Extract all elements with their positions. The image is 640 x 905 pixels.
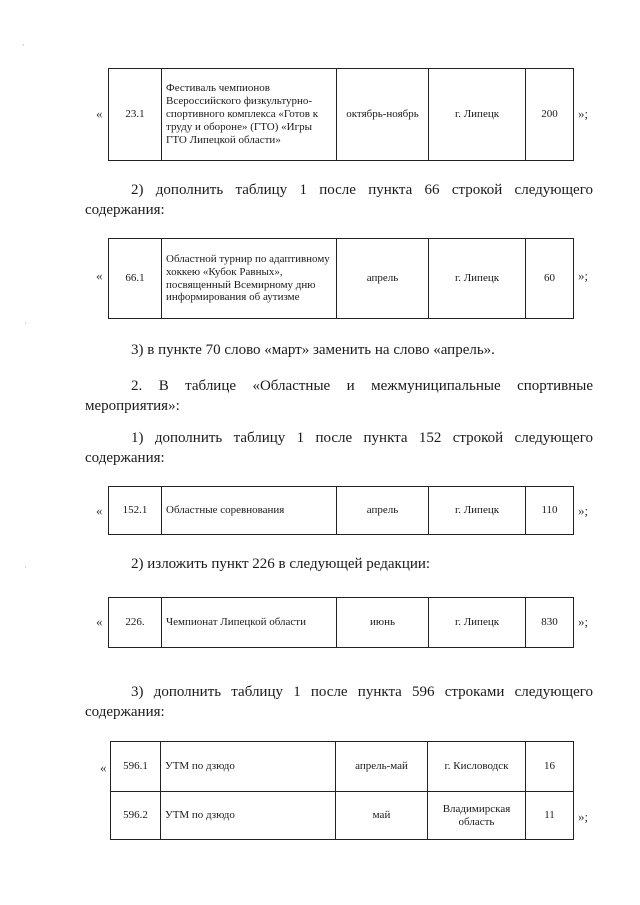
event-date: апрель — [337, 239, 429, 319]
paragraph-4: 1) дополнить таблицу 1 после пункта 152 строкой следующего содержания: — [85, 430, 593, 467]
row-number: 596.2 — [111, 792, 161, 840]
paragraph-5: 2) изложить пункт 226 в следующей редакции: — [131, 556, 431, 572]
table-2-close-quote: »; — [578, 268, 589, 283]
event-place: Владимирская область — [428, 792, 526, 840]
participants-count: 60 — [526, 239, 574, 319]
row-number: 66.1 — [109, 239, 162, 319]
event-name: Областной турнир по адаптивному хоккею «Кубок Равных», посвященный Всемирному дню информирования об аутизме — [162, 239, 337, 319]
table-4-open-quote: « — [96, 614, 103, 629]
event-place: г. Липецк — [429, 239, 526, 319]
row-number: 152.1 — [109, 487, 162, 535]
table-row — [109, 598, 574, 648]
event-name: Областные соревнования — [162, 487, 337, 535]
table-5 — [110, 741, 574, 840]
table-1-close-quote: »; — [578, 106, 589, 121]
table-2 — [108, 238, 574, 319]
table-3-open-quote: « — [96, 503, 103, 518]
participants-count: 110 — [526, 487, 574, 535]
event-date: апрель-май — [336, 742, 428, 792]
event-date: октябрь-ноябрь — [337, 69, 429, 161]
event-date: апрель — [337, 487, 429, 535]
participants-count: 16 — [526, 742, 574, 792]
event-date: июнь — [337, 598, 429, 648]
event-name: УТМ по дзюдо — [161, 742, 336, 792]
table-2-open-quote: « — [96, 268, 103, 283]
event-name: УТМ по дзюдо — [161, 792, 336, 840]
event-name: Фестиваль чемпионов Всероссийского физкультурно-спортивного комплекса «Готов к труду и обороне» (ГТО) «Игры ГТО Липецкой области» — [162, 69, 337, 161]
event-place: г. Липецк — [429, 598, 526, 648]
event-place: г. Кисловодск — [428, 742, 526, 792]
event-date: май — [336, 792, 428, 840]
participants-count: 830 — [526, 598, 574, 648]
table-1-open-quote: « — [96, 106, 103, 121]
table-3 — [108, 486, 574, 535]
paragraph-1: 2) дополнить таблицу 1 после пункта 66 строкой следующего содержания: — [85, 182, 593, 219]
paragraph-3: 2. В таблице «Областные и межмуниципальные спортивные мероприятия»: — [85, 378, 593, 415]
table-4 — [108, 597, 574, 648]
participants-count: 200 — [526, 69, 574, 161]
row-number: 23.1 — [109, 69, 162, 161]
event-name: Чемпионат Липецкой области — [162, 598, 337, 648]
table-row — [111, 742, 574, 792]
table-1 — [108, 68, 574, 161]
table-4-close-quote: »; — [578, 614, 589, 629]
event-place: г. Липецк — [429, 69, 526, 161]
row-number: 596.1 — [111, 742, 161, 792]
table-5-open-quote: « — [100, 760, 107, 775]
table-row — [111, 792, 574, 840]
table-row — [109, 239, 574, 319]
table-5-close-quote: »; — [578, 809, 589, 824]
scan-speck: · — [24, 562, 27, 572]
event-place: г. Липецк — [429, 487, 526, 535]
table-row — [109, 69, 574, 161]
paragraph-2: 3) в пункте 70 слово «март» заменить на слово «апрель». — [131, 342, 495, 358]
table-row — [109, 487, 574, 535]
participants-count: 11 — [526, 792, 574, 840]
scan-speck: · — [22, 40, 25, 50]
row-number: 226. — [109, 598, 162, 648]
scan-speck: · — [24, 318, 27, 328]
paragraph-6: 3) дополнить таблицу 1 после пункта 596 строками следующего содержания: — [85, 684, 593, 721]
table-3-close-quote: »; — [578, 503, 589, 518]
